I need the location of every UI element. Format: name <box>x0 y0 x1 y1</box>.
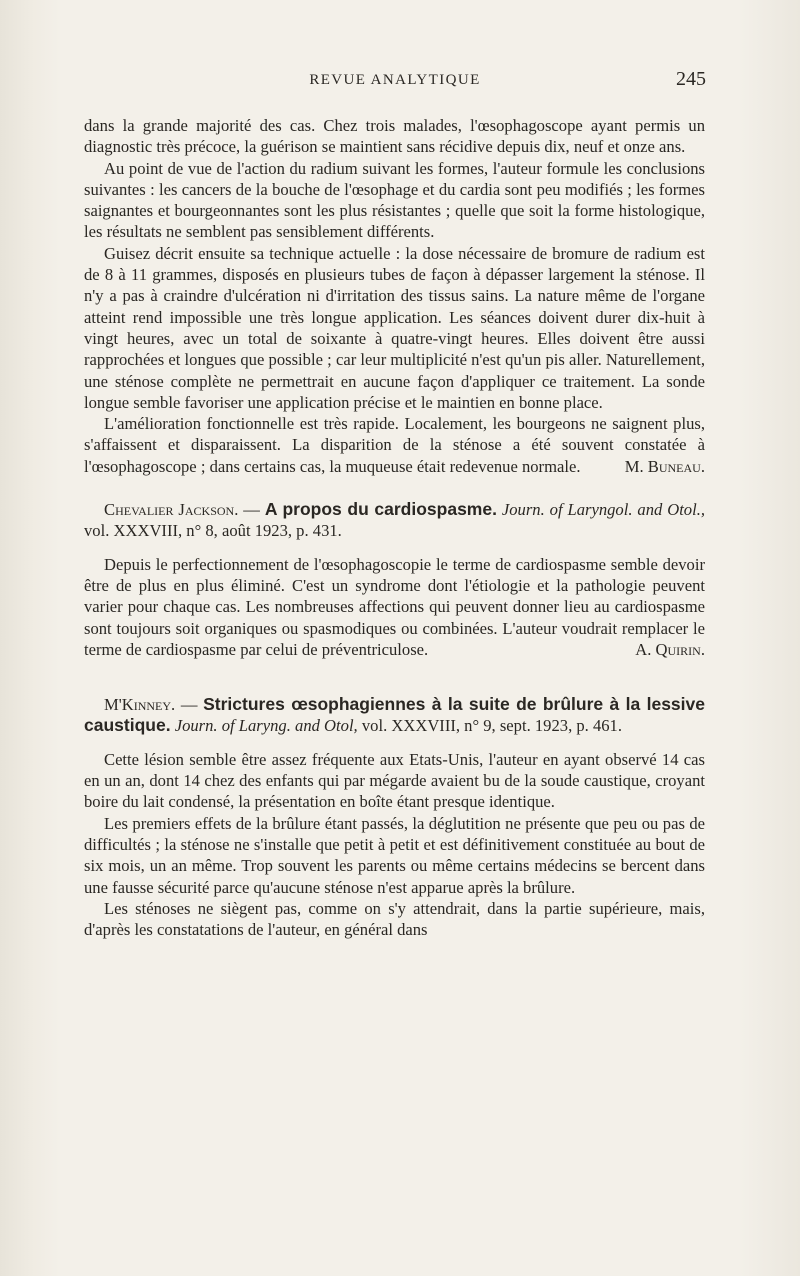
paragraph-text: Depuis le perfectionnement de l'œsophagoscopie le terme de cardiospasme semble devoir être de plus en plus éliminé. C'est un syndrome dont l'étiologie et la pathologie peuvent varier pour chaque cas. Les nombreuses affections qui peuvent donner lieu au cardiospasme sont toujours soit organiques ou spasmodiques ou combinées. L'auteur voudrait remplacer le terme de cardiospasme par celui de préventriculose. <box>84 554 705 659</box>
journal-name: Journ. of Laryng. and Otol, <box>170 716 358 736</box>
paragraph: dans la grande majorité des cas. Chez trois malades, l'œsophagoscope ayant permis un diagnostic très précoce, la guérison se maintient sans récidive depuis dix, neuf et onze ans. <box>84 116 705 157</box>
article-author: Chevalier Jackson. <box>104 500 239 520</box>
body-text <box>84 115 705 940</box>
journal-reference: vol. XXXVIII, n° 9, sept. 1923, p. 461. <box>357 716 622 736</box>
running-title: REVUE ANALYTIQUE <box>309 72 481 88</box>
paragraph: Cette lésion semble être assez fréquente aux Etats-Unis, l'auteur en ayant observé 14 cas en un an, dont 14 chez des enfants qui par mégarde avaient bu de la soude caustique, croyant boire du lait condensé, la présentation en boîte étant presque identique. <box>84 749 705 812</box>
page-number: 245 <box>676 68 706 90</box>
signature: M. Buneau. <box>624 456 705 476</box>
paragraph-with-signature <box>84 554 705 660</box>
paragraph: Guisez décrit ensuite sa technique actuelle : la dose nécessaire de bromure de radium est de 8 à 11 grammes, disposés en plusieurs tubes de façon à dépasser largement la sténose. Il n'y a pas à craindre d'ulcération ni d'irritation des tissus sains. La nature même de l'organe atteint rend impossible une très longue application. Les séances doivent durer dix-huit à vingt heures, avec un total de soixante à quatre-vingt heures. Elles doivent être aussi rapprochées et longues que possible ; car leur multiplicité n'est qu'un pis aller. Naturellement, une sténose complète ne permettrait en aucune façon d'appliquer ce traitement. La sonde longue semble favoriser une application précise et le maintien en bonne place. <box>84 243 705 412</box>
article-title: Strictures œsophagiennes à la suite de brûlure à la lessive caustique. <box>84 694 705 736</box>
paragraph: Au point de vue de l'action du radium suivant les formes, l'auteur formule les conclusions suivantes : les cancers de la bouche de l'œsophage et du cardia sont peu modifiés ; les formes saignantes et bourgeonnantes sont les plus résistantes ; quelle que soit la forme histologique, les résultats ne semblent pas sensiblement différents. <box>84 158 705 242</box>
heading-dash: — <box>175 695 204 715</box>
article-heading-mkinney <box>84 694 705 737</box>
article-author: M'Kinney. <box>104 695 176 715</box>
paragraph-with-signature <box>84 413 705 477</box>
running-head <box>84 68 706 96</box>
signature: A. Quirin. <box>635 639 705 659</box>
journal-reference: vol. XXXVIII, n° 8, août 1923, p. 431. <box>84 521 342 541</box>
article-title: A propos du cardiospasme. <box>264 499 497 520</box>
journal-name: Journ. of Laryngol. and Otol., <box>496 500 706 520</box>
paragraph: Les premiers effets de la brûlure étant passés, la déglutition ne présente que peu ou pas de difficultés ; la sténose ne s'installe que petit à petit et est définitivement constituée au bout de six mois, un an même. Trop souvent les parents ou même certains médecins se bercent dans une fausse sécurité parce qu'aucune sténose n'est apparue après la brûlure. <box>84 813 705 897</box>
article-heading-jackson <box>84 499 705 542</box>
paragraph-text: L'amélioration fonctionnelle est très rapide. Localement, les bourgeons ne saignent plus, s'affaissent et disparaissent. La disparition de la sténose a été souvent constatée à l'œsophagoscope ; dans certains cas, la muqueuse était redevenue normale. <box>84 414 705 476</box>
heading-dash: — <box>238 500 265 520</box>
paragraph: Les sténoses ne siègent pas, comme on s'y attendrait, dans la partie supérieure, mais, d'après les constatations de l'auteur, en général dans <box>84 898 705 940</box>
